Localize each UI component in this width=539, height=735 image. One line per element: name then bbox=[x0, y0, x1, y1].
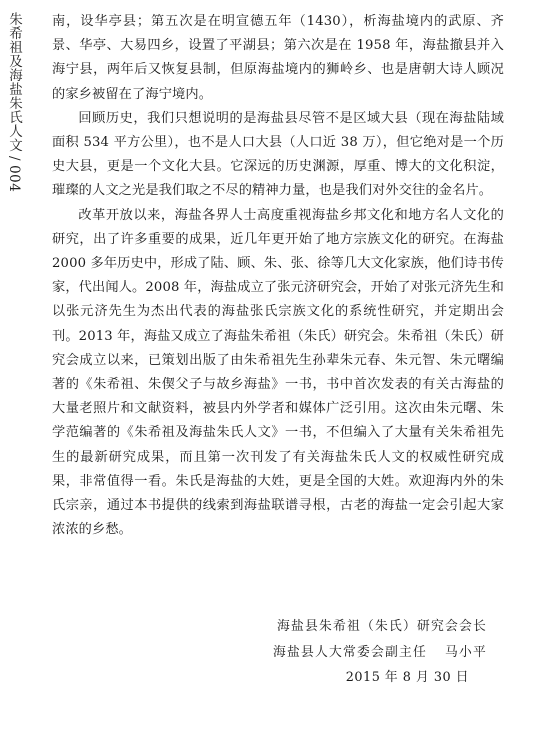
signature-date: 2015 年 8 月 30 日 bbox=[345, 670, 469, 685]
signature-name: 马小平 bbox=[445, 645, 487, 660]
header-separator: / bbox=[6, 156, 22, 162]
signature-title: 海盐县人大常委会副主任 bbox=[273, 645, 427, 660]
book-title: 朱希祖及海盐朱氏人文 bbox=[6, 12, 22, 152]
signature-author bbox=[187, 645, 487, 661]
page-number: 004 bbox=[6, 165, 22, 193]
paragraph-1: 南，设华亭县；第五次是在明宣德五年（1430），析海盐境内的武原、齐景、华亭、大易四乡，设置了平湖县；第六次是在 1958 年，海盐撤县并入海宁县，两年后又恢复县制，但原海盐境内的狮岭乡、也是唐朝大诗人顾况的家乡被留在了海宁境内。 bbox=[52, 14, 504, 102]
paragraph-3: 改革开放以来，海盐各界人士高度重视海盐乡邦文化和地方名人文化的研究，出了许多重要的成果，近几年更开始了地方宗族文化的研究。在海盐 2000 多年历史中，形成了陆、顾、朱、张、徐等几大文化家族，他们诗书传家，代出闻人。2008 年，海盐成立了张元济研究会，开始了对张元济先生和以张元济先生为杰出代表的海盐张氏宗族文化的系统性研究，并定期出会刊。2013 年，海盐又成立了海盐朱希祖（朱氏）研究会。朱希祖（朱氏）研究会成立以来，已策划出版了由朱希祖先生孙辈朱元春、朱元智、朱元曙编著的《朱希祖、朱偰父子与故乡海盐》一书，书中首次发表的有关古海盐的大量老照片和文献资料，被县内外学者和媒体广泛引用。这次由朱元曙、朱学范编著的《朱希祖及海盐朱氏人文》一书，不但编入了大量有关朱希祖先生的最新研究成果，而且第一次刊发了有关海盐朱氏人文的权威性研究成果，非常值得一看。朱氏是海盐的大姓，更是全国的大姓。欢迎海内外的朱氏宗亲，通过本书提供的线索到海盐联谱寻根，古老的海盐一定会引起大家浓浓的乡愁。 bbox=[52, 207, 504, 538]
body-text bbox=[52, 10, 504, 542]
signature-organization: 海盐县朱希祖（朱氏）研究会会长 bbox=[277, 619, 487, 634]
paragraph-2: 回顾历史，我们只想说明的是海盐县尽管不是区域大县（现在海盐陆域面积 534 平方公里），也不是人口大县（人口近 38 万），但它绝对是一个历史大县，更是一个文化大县。它深远的历史渊源，厚重、博大的文化积淀，璀璨的人文之光是我们取之不尽的精神力量，也是我们对外交往的金名片。 bbox=[52, 110, 504, 199]
running-header bbox=[6, 12, 22, 192]
